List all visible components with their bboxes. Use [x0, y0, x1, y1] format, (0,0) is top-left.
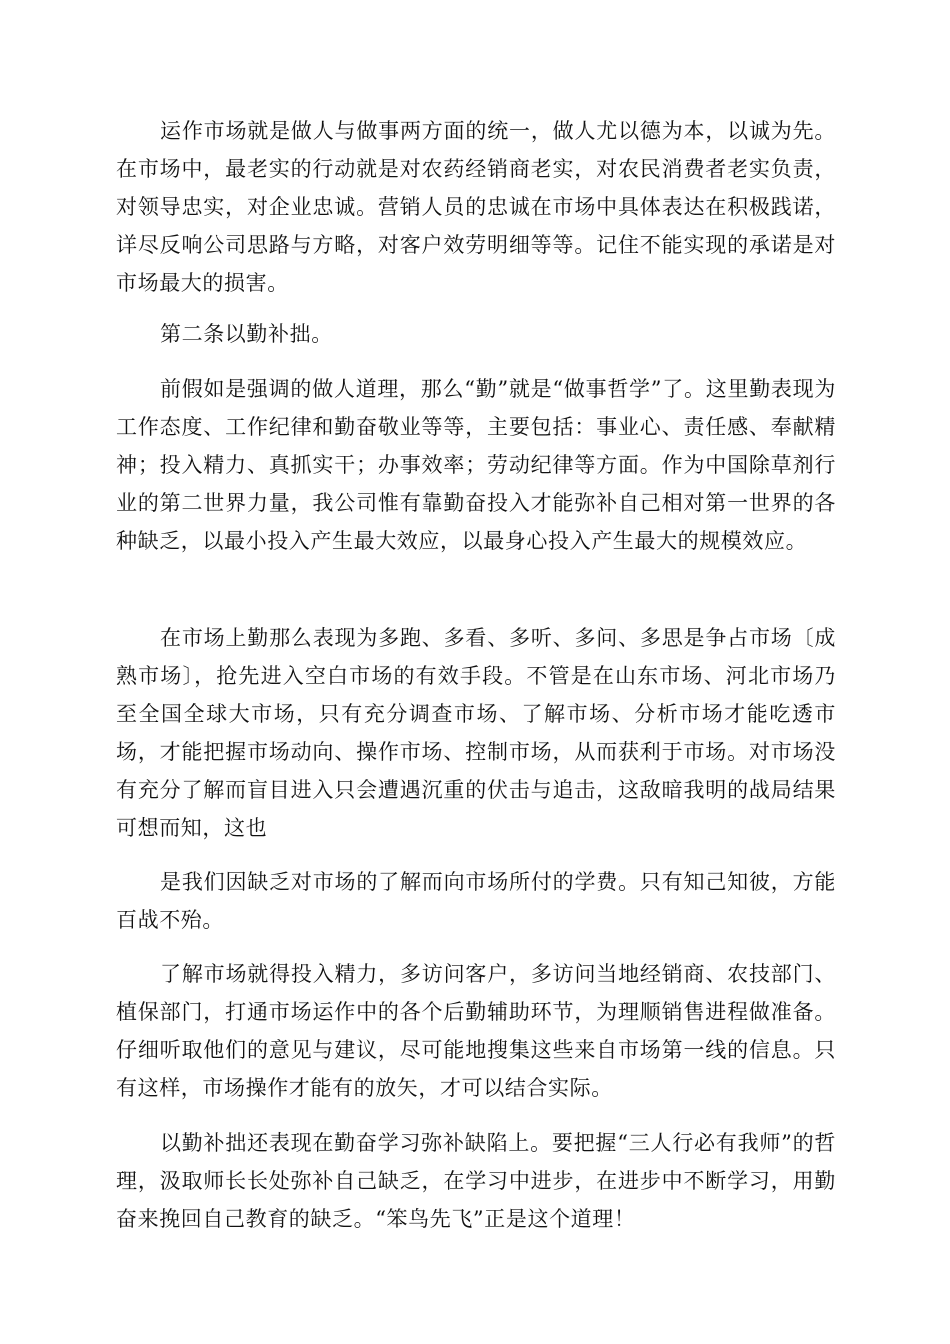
paragraph-4: 在市场上勤那么表现为多跑、多看、多听、多问、多思是争占市场〔成熟市场〕，抢先进入空白市场的有效手段。不管是在山东市场、河北市场乃至全国全球大市场，只有充分调查市场、了解市场、分析市场才能吃透市场，才能把握市场动向、操作市场、控制市场，从而获利于市场。对市场没有充分了解而盲目进入只会遭遇沉重的伏击与追击，这敌暗我明的战局结果可想而知，这也 [116, 626, 836, 840]
paragraph-3: 前假如是强调的做人道理，那么“勤”就是“做事哲学”了。这里勤表现为工作态度、工作纪律和勤奋敬业等等，主要包括：事业心、责任感、奉献精神；投入精力、真抓实干；办事效率；劳动纪律等方面。作为中国除草剂行业的第二世界力量，我公司惟有靠勤奋投入才能弥补自己相对第一世界的各种缺乏，以最小投入产生最大效应，以最身心投入产生最大的规模效应。 [116, 377, 836, 553]
paragraph-2-heading: 第二条以勤补拙。 [160, 322, 333, 346]
paragraph-6: 了解市场就得投入精力，多访问客户，多访问当地经销商、农技部门、植保部门，打通市场运作中的各个后勤辅助环节，为理顺销售进程做准备。仔细听取他们的意见与建议，尽可能地搜集这些来自市场第一线的信息。只有这样，市场操作才能有的放矢，才可以结合实际。 [116, 962, 836, 1100]
paragraph-5: 是我们因缺乏对市场的了解而向市场所付的学费。只有知己知彼，方能百战不殆。 [116, 870, 836, 932]
paragraph-1: 运作市场就是做人与做事两方面的统一，做人尤以德为本，以诚为先。在市场中，最老实的行动就是对农药经销商老实，对农民消费者老实负责，对领导忠实，对企业忠诚。营销人员的忠诚在市场中具体表达在积极践诺，详尽反响公司思路与方略，对客户效劳明细等等。记住不能实现的承诺是对市场最大的损害。 [116, 119, 836, 295]
paragraph-7: 以勤补拙还表现在勤奋学习弥补缺陷上。要把握“三人行必有我师”的哲理，汲取师长长处弥补自己缺乏，在学习中进步，在进步中不断学习，用勤奋来挽回自己教育的缺乏。“笨鸟先飞”正是这个道理！ [116, 1131, 836, 1231]
